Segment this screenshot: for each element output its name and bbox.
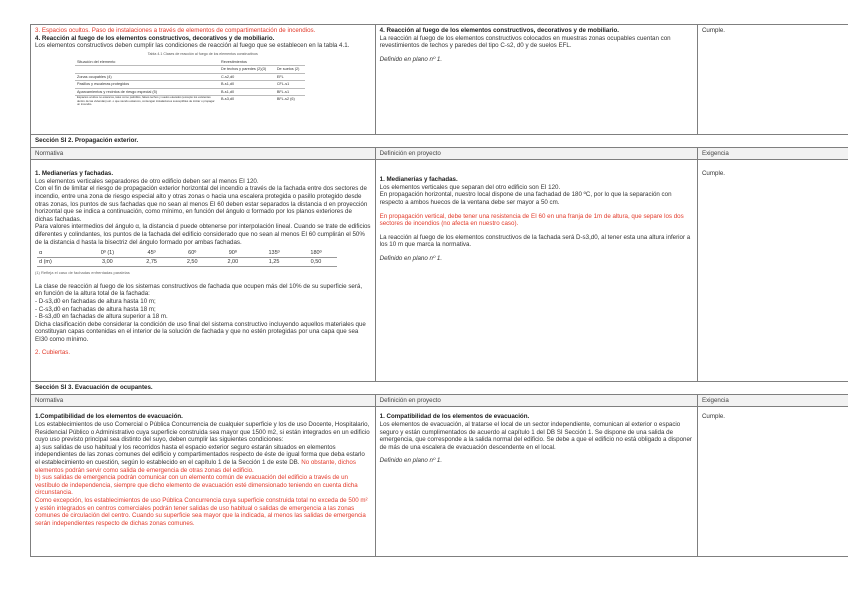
fachada-list-item: - C-s3,d0 en fachadas de altura hasta 18 m; bbox=[35, 305, 156, 313]
header-normativa: Normativa bbox=[31, 394, 376, 407]
header-definicion: Definición en proyecto bbox=[375, 394, 697, 407]
status-cumple: Cumple. bbox=[701, 170, 725, 178]
t41-cell: CFL-s1 bbox=[275, 81, 305, 89]
plan-reference: Definido en plano nº 1. bbox=[379, 254, 443, 262]
medianerias-p1: Los elementos verticales separadores de otro edificio deben ser al menos EI 120. bbox=[35, 177, 259, 185]
fachada-classification-text: Dicha clasificación debe considerar la condición de uso final del sistema constructivo incluyendo aquellos materiales que constituyan capas contenidas en el interior de la solución de fachada y que no estén protegidas por una capa que sea EI30 como mínimo. bbox=[35, 320, 366, 343]
section-3-header-row bbox=[31, 394, 848, 407]
section-2-title: Sección SI 2. Propagación exterior. bbox=[31, 135, 848, 148]
row-evacuation bbox=[31, 407, 848, 557]
heading-reaction-fire: 4. Reacción al fuego de los elementos constructivos, decorativos y de mobiliario. bbox=[35, 34, 275, 42]
angle-value: 135º bbox=[253, 249, 295, 258]
t41-cell: B-s1,d0 bbox=[219, 81, 275, 89]
plan-reference: Definido en plano nº 1. bbox=[379, 457, 443, 465]
evac-exception: Como excepción, los establecimientos de uso Pública Concurrencia cuya superficie construida total no exceda de 500 m² y estén integrados en centros comerciales podrán tener salidas de uso habitual o salidas de emergencia a las zonas comunes de circulación del centro. Cuando su superficie sea mayor que la indicada, al menos las salidas de emergencia serán independientes respecto de dichas zonas comunes. bbox=[35, 496, 368, 527]
t41-cell: C-s2,d0 bbox=[219, 73, 275, 81]
t41-cell: Zonas ocupables (4) bbox=[75, 73, 219, 81]
angle-distance-table bbox=[37, 249, 337, 267]
header-exigencia: Exigencia bbox=[697, 147, 848, 160]
t41-cell: Situación del elemento bbox=[75, 59, 219, 66]
heading-cubiertas: 2. Cubiertas. bbox=[35, 349, 71, 357]
t41-cell: De techos y paredes (2)(3) bbox=[219, 66, 275, 74]
section-3-title: Sección SI 3. Evacuación de ocupantes. bbox=[31, 382, 848, 395]
table-4-1 bbox=[75, 59, 305, 107]
t41-cell: Revestimientos bbox=[219, 59, 275, 66]
evac-p2-text: a) sus salidas de uso habitual y los recorridos hasta el espacio exterior seguro estarán situados en elementos independientes de las zonas comunes del edificio y compartimentados respecto de éste de igual forma que deba estarlo el establecimiento en cuestión, según lo establecido en el capítulo 1 de la Sección 1 de este DB. bbox=[35, 443, 365, 466]
row-propagation bbox=[31, 160, 848, 382]
heading-reaction-fire-project: 4. Reacción al fuego de los elementos constructivos, decorativos y de mobiliario. bbox=[379, 27, 619, 34]
distance-value: 2,50 bbox=[172, 258, 213, 267]
t41-cell: Espacios ocultos no estancos, tales como patinillos, falsos techos y suelos elevados (excepto los existentes dentro de las viviendas) etc. o que siendo estancos, contengan instalaciones susceptibles de iniciar o propagar un incendio. bbox=[77, 95, 215, 107]
header-normativa: Normativa bbox=[31, 147, 376, 160]
angle-value: 180º bbox=[295, 249, 337, 258]
distance-value: 2,75 bbox=[131, 258, 172, 267]
project-p2: En propagación horizontal, nuestro local dispone de una fachadad de 180 ºC, por lo que la separación con respecto a ambos huecos de la ventana debe ser mayor a 50 cm. bbox=[379, 191, 672, 206]
t41-cell: BFL-s1 bbox=[275, 88, 305, 96]
project-p3: La reacción al fuego de los elementos constructivos de la fachada será D-s3,d0, al tener esta una altura inferior a los 10 m que marca la normativa. bbox=[379, 233, 691, 249]
heading-medianerias: 1. Medianerías y fachadas. bbox=[35, 170, 114, 178]
distance-value: 1,25 bbox=[253, 258, 295, 267]
status-cumple: Cumple. bbox=[701, 27, 725, 34]
header-definicion: Definición en proyecto bbox=[375, 147, 697, 160]
reaction-text: Los elementos constructivos deben cumplir las condiciones de reacción al fuego que se establecen en la tabla 4.1. bbox=[35, 42, 350, 50]
cell-exigencia-2 bbox=[697, 160, 848, 382]
evac-p2 bbox=[35, 444, 371, 474]
t41-cell: Pasillos y escaleras protegidos bbox=[75, 81, 219, 89]
distance-label: d (m) bbox=[37, 258, 83, 267]
heading-medianerias-project: 1. Medianerías y fachadas. bbox=[379, 176, 458, 184]
section-2-header-row bbox=[31, 147, 848, 160]
t41-cell: BFL-s2 (6) bbox=[276, 97, 295, 102]
t41-cell: Aparcamientos y recintos de riesgo especial (5) bbox=[75, 88, 219, 96]
reaction-project-text: La reacción al fuego de los elementos constructivos colocados en muestras zonas ocupables cuentan con revestimientos de techos y paredes del tipo C-s2, d0 y de suelos EFL. bbox=[379, 34, 671, 50]
angle-value: 45º bbox=[131, 249, 172, 258]
cell-proyecto-2 bbox=[375, 160, 697, 382]
t41-cell: B-s1,d0 bbox=[219, 88, 275, 96]
distance-value: 3,00 bbox=[83, 258, 131, 267]
medianerias-p2: Con el fin de limitar el riesgo de propagación exterior horizontal del incendio a través de la fachada entre dos sectores de incendio, entre una zona de riesgo especial alto y otras zonas o hacia una escalera protegida o pasillo protegido desde otras zonas, los puntos de sus fachadas que no sean al menos EI 60 deben estar separados la distancia d en proyección horizontal que se indica a continuación, como mínimo, en función del ángulo α formado por los planos exteriores de dichas fachadas. bbox=[35, 185, 368, 223]
t41-cell bbox=[75, 66, 219, 74]
angle-value: 60º bbox=[172, 249, 213, 258]
angle-table-note: (1) Refleja el caso de fachadas enfrentadas paralelas bbox=[35, 270, 130, 276]
angle-value: 0º (1) bbox=[83, 249, 131, 258]
red-heading-hidden-spaces: 3. Espacios ocultos. Paso de instalaciones a través de elementos de compartimentación de incendios. bbox=[35, 27, 316, 34]
angle-value: 90º bbox=[213, 249, 254, 258]
cell-normativa-3 bbox=[31, 407, 376, 557]
project-p1: Los elementos verticales que separan del otro edificio son EI 120. bbox=[379, 183, 561, 191]
cell-proyecto-3 bbox=[375, 407, 697, 557]
fachada-reaction-text: La clase de reacción al fuego de los sistemas constructivos de fachada que ocupen más del 10% de su superficie será, en función de la altura total de la fachada: bbox=[35, 282, 363, 298]
fachada-list-item: - B-s3,d0 en fachadas de altura superior a 18 m. bbox=[35, 313, 168, 321]
cell-exigencia-1 bbox=[697, 25, 848, 135]
document-page bbox=[30, 24, 848, 557]
medianerias-p3: Para valores intermedios del ángulo α, la distancia d puede obtenerse por interpolación lineal. Cuando se trate de edificios diferentes y colindantes, los puntos de la fachada del edificio considerado que no sean al menos EI 60 cumplirán el 50% de la distancia d hasta la bisectriz del ángulo formado por ambas fachadas. bbox=[35, 223, 371, 246]
t41-cell: EFL bbox=[275, 73, 305, 81]
heading-compatibilidad-project: 1. Compatibilidad de los elementos de evacuación. bbox=[379, 413, 530, 421]
status-cumple: Cumple. bbox=[701, 413, 725, 421]
section-3-title-row bbox=[31, 382, 848, 395]
plan-reference: Definido en plano nº 1. bbox=[379, 55, 443, 63]
section-2-title-row bbox=[31, 135, 848, 148]
evac-project-p1: Los elementos de evacuación, al tratarse el local de un sector independiente, comunican al exterior o espacio seguro y están cumplimentados de acuerdo al capítulo 1 del DB SI Sección 1. Se dispone de una salida de emergencia, que corresponde a la salida normal del edificio. Se debe a que el edificio no está obligado a disponer de más de una escalera de evacuación descendente en el local. bbox=[379, 420, 692, 451]
project-vertical-propagation: En propagación vertical, debe tener una resistencia de EI 60 en una franja de 1m de altura, que separe los dos sectores de incendios (no afecta en nuestro caso). bbox=[379, 212, 684, 228]
cell-exigencia-3 bbox=[697, 407, 848, 557]
distance-value: 2,00 bbox=[213, 258, 254, 267]
distance-value: 0,50 bbox=[295, 258, 337, 267]
evac-p1: Los establecimientos de uso Comercial o Pública Concurrencia de cualquier superficie y los de uso Docente, Hospitalario, Residencial Público o Administrativo cuya superficie construida sea mayor que 1500 m2, si están integrados en un edificio cuyo uso previsto principal sea distinto del suyo, deben cumplir las siguientes condiciones: bbox=[35, 420, 370, 444]
evac-p2-red: No obstante, dichos elementos podrán servir como salida de emergencia de otras zonas del edificio. bbox=[35, 458, 356, 474]
cell-normativa-1 bbox=[31, 25, 376, 135]
cell-normativa-2 bbox=[31, 160, 376, 382]
t41-cell: B-s3,d0 bbox=[221, 97, 235, 102]
heading-compatibilidad: 1.Compatibilidad de los elementos de evacuación. bbox=[35, 413, 183, 421]
table-4-1-caption: Tabla 4.1 Clases de reacción al fuego de los elementos constructivos bbox=[147, 51, 258, 56]
angle-label: α bbox=[37, 249, 83, 258]
fachada-list-item: - D-s3,d0 en fachadas de altura hasta 10 m; bbox=[35, 297, 156, 305]
cell-proyecto-1 bbox=[375, 25, 697, 135]
regulation-table bbox=[30, 24, 848, 557]
t41-cell: De suelos (2) bbox=[275, 66, 305, 74]
header-exigencia: Exigencia bbox=[697, 394, 848, 407]
evac-b: b) sus salidas de emergencia podrán comunicar con un elemento común de evacuación del edificio a través de un vestíbulo de independencia, siempre que dicho elemento de evacuación esté dimensionado teniendo en cuenta dicha circunstancia. bbox=[35, 474, 358, 497]
row-reaction-fire bbox=[31, 25, 848, 135]
t41-cell bbox=[275, 59, 305, 66]
